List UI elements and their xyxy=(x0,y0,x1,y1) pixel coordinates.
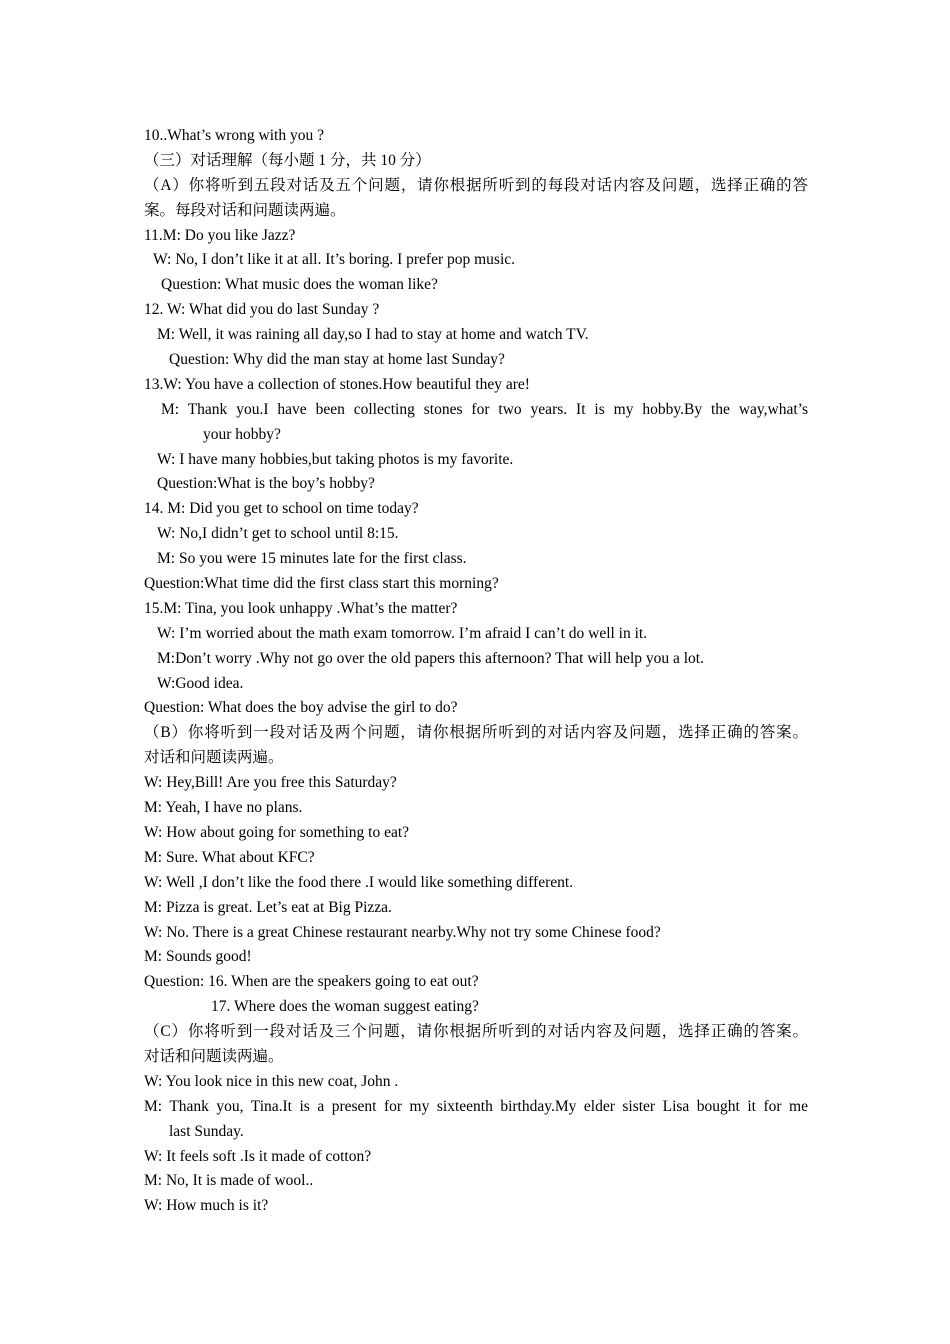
dialogue-11-question: Question: What music does the woman like? xyxy=(161,276,438,294)
part-a-instruction: （A）你将听到五段对话及五个问题，请你根据所听到的每段对话内容及问题，选择正确的答 xyxy=(144,176,808,194)
dialogue-11-line-2: W: No, I don’t like it at all. It’s boring. I prefer pop music. xyxy=(153,251,516,269)
dialogue-13-line-1: 13.W: You have a collection of stones.How beautiful they are! xyxy=(144,375,530,393)
dialogue-15-question: Question: What does the boy advise the girl to do? xyxy=(144,699,458,717)
part-c-line-5: W: How much is it? xyxy=(144,1197,269,1215)
part-c-line-3: W: It feels soft .Is it made of cotton? xyxy=(144,1147,372,1165)
dialogue-13-line-3: W: I have many hobbies,but taking photos is my favorite. xyxy=(157,450,514,468)
part-b-line-2: M: Yeah, I have no plans. xyxy=(144,799,303,817)
dialogue-14-line-2: W: No,I didn’t get to school until 8:15. xyxy=(157,525,399,543)
part-c-instruction-cont: 对话和问题读两遍。 xyxy=(144,1047,284,1065)
dialogue-14-question: Question:What time did the first class start this morning? xyxy=(144,575,499,593)
dialogue-15-line-1: 15.M: Tina, you look unhappy .What’s the matter? xyxy=(144,599,458,617)
part-b-line-7: W: No. There is a great Chinese restaurant nearby.Why not try some Chinese food? xyxy=(144,923,661,941)
question-10: 10..What’s wrong with you ? xyxy=(144,127,324,144)
dialogue-13-line-2: M: Thank you.I have been collecting stones for two years. It is my hobby.By the way,what’s xyxy=(161,400,808,418)
listening-script xyxy=(144,124,808,1219)
dialogue-11-line-1: 11.M: Do you like Jazz? xyxy=(144,226,296,244)
part-b-line-5: W: Well ,I don’t like the food there .I would like something different. xyxy=(144,873,574,891)
part-b-question-16: Question: 16. When are the speakers going to eat out? xyxy=(144,973,479,991)
part-b-question-17: 17. Where does the woman suggest eating? xyxy=(211,998,479,1016)
part-c-line-1: W: You look nice in this new coat, John . xyxy=(144,1072,399,1090)
dialogue-14-line-3: M: So you were 15 minutes late for the first class. xyxy=(157,550,467,568)
dialogue-12-question: Question: Why did the man stay at home last Sunday? xyxy=(169,351,505,369)
section-heading-dialogue: （三）对话理解（每小题 1 分，共 10 分） xyxy=(144,151,431,169)
part-b-instruction: （B）你将听到一段对话及两个问题，请你根据所听到的对话内容及问题，选择正确的答案。 xyxy=(144,724,808,742)
part-c-line-2-cont: last Sunday. xyxy=(169,1122,244,1140)
dialogue-12-line-2: M: Well, it was raining all day,so I had to stay at home and watch TV. xyxy=(157,326,589,344)
part-a-instruction-cont: 案。每段对话和问题读两遍。 xyxy=(144,201,346,219)
dialogue-15-line-2: W: I’m worried about the math exam tomorrow. I’m afraid I can’t do well in it. xyxy=(157,624,648,642)
part-b-line-4: M: Sure. What about KFC? xyxy=(144,848,315,866)
part-b-line-3: W: How about going for something to eat? xyxy=(144,823,410,841)
part-c-instruction: （C）你将听到一段对话及三个问题，请你根据所听到的对话内容及问题，选择正确的答案。 xyxy=(144,1023,808,1041)
dialogue-13-line-2-cont: your hobby? xyxy=(203,425,281,443)
part-c-line-4: M: No, It is made of wool.. xyxy=(144,1172,314,1190)
dialogue-12-line-1: 12. W: What did you do last Sunday ? xyxy=(144,301,380,319)
part-b-line-6: M: Pizza is great. Let’s eat at Big Pizza. xyxy=(144,898,392,916)
part-c-line-2: M: Thank you, Tina.It is a present for my sixteenth birthday.My elder sister Lisa bought it for me xyxy=(144,1097,808,1115)
dialogue-14-line-1: 14. M: Did you get to school on time today? xyxy=(144,500,419,518)
dialogue-13-question: Question:What is the boy’s hobby? xyxy=(157,475,375,493)
part-b-line-8: M: Sounds good! xyxy=(144,948,252,966)
part-b-line-1: W: Hey,Bill! Are you free this Saturday? xyxy=(144,774,397,792)
part-b-instruction-cont: 对话和问题读两遍。 xyxy=(144,749,284,767)
dialogue-15-line-3: M:Don’t worry .Why not go over the old papers this afternoon? That will help you a lot. xyxy=(157,649,704,667)
dialogue-15-line-4: W:Good idea. xyxy=(157,674,244,692)
